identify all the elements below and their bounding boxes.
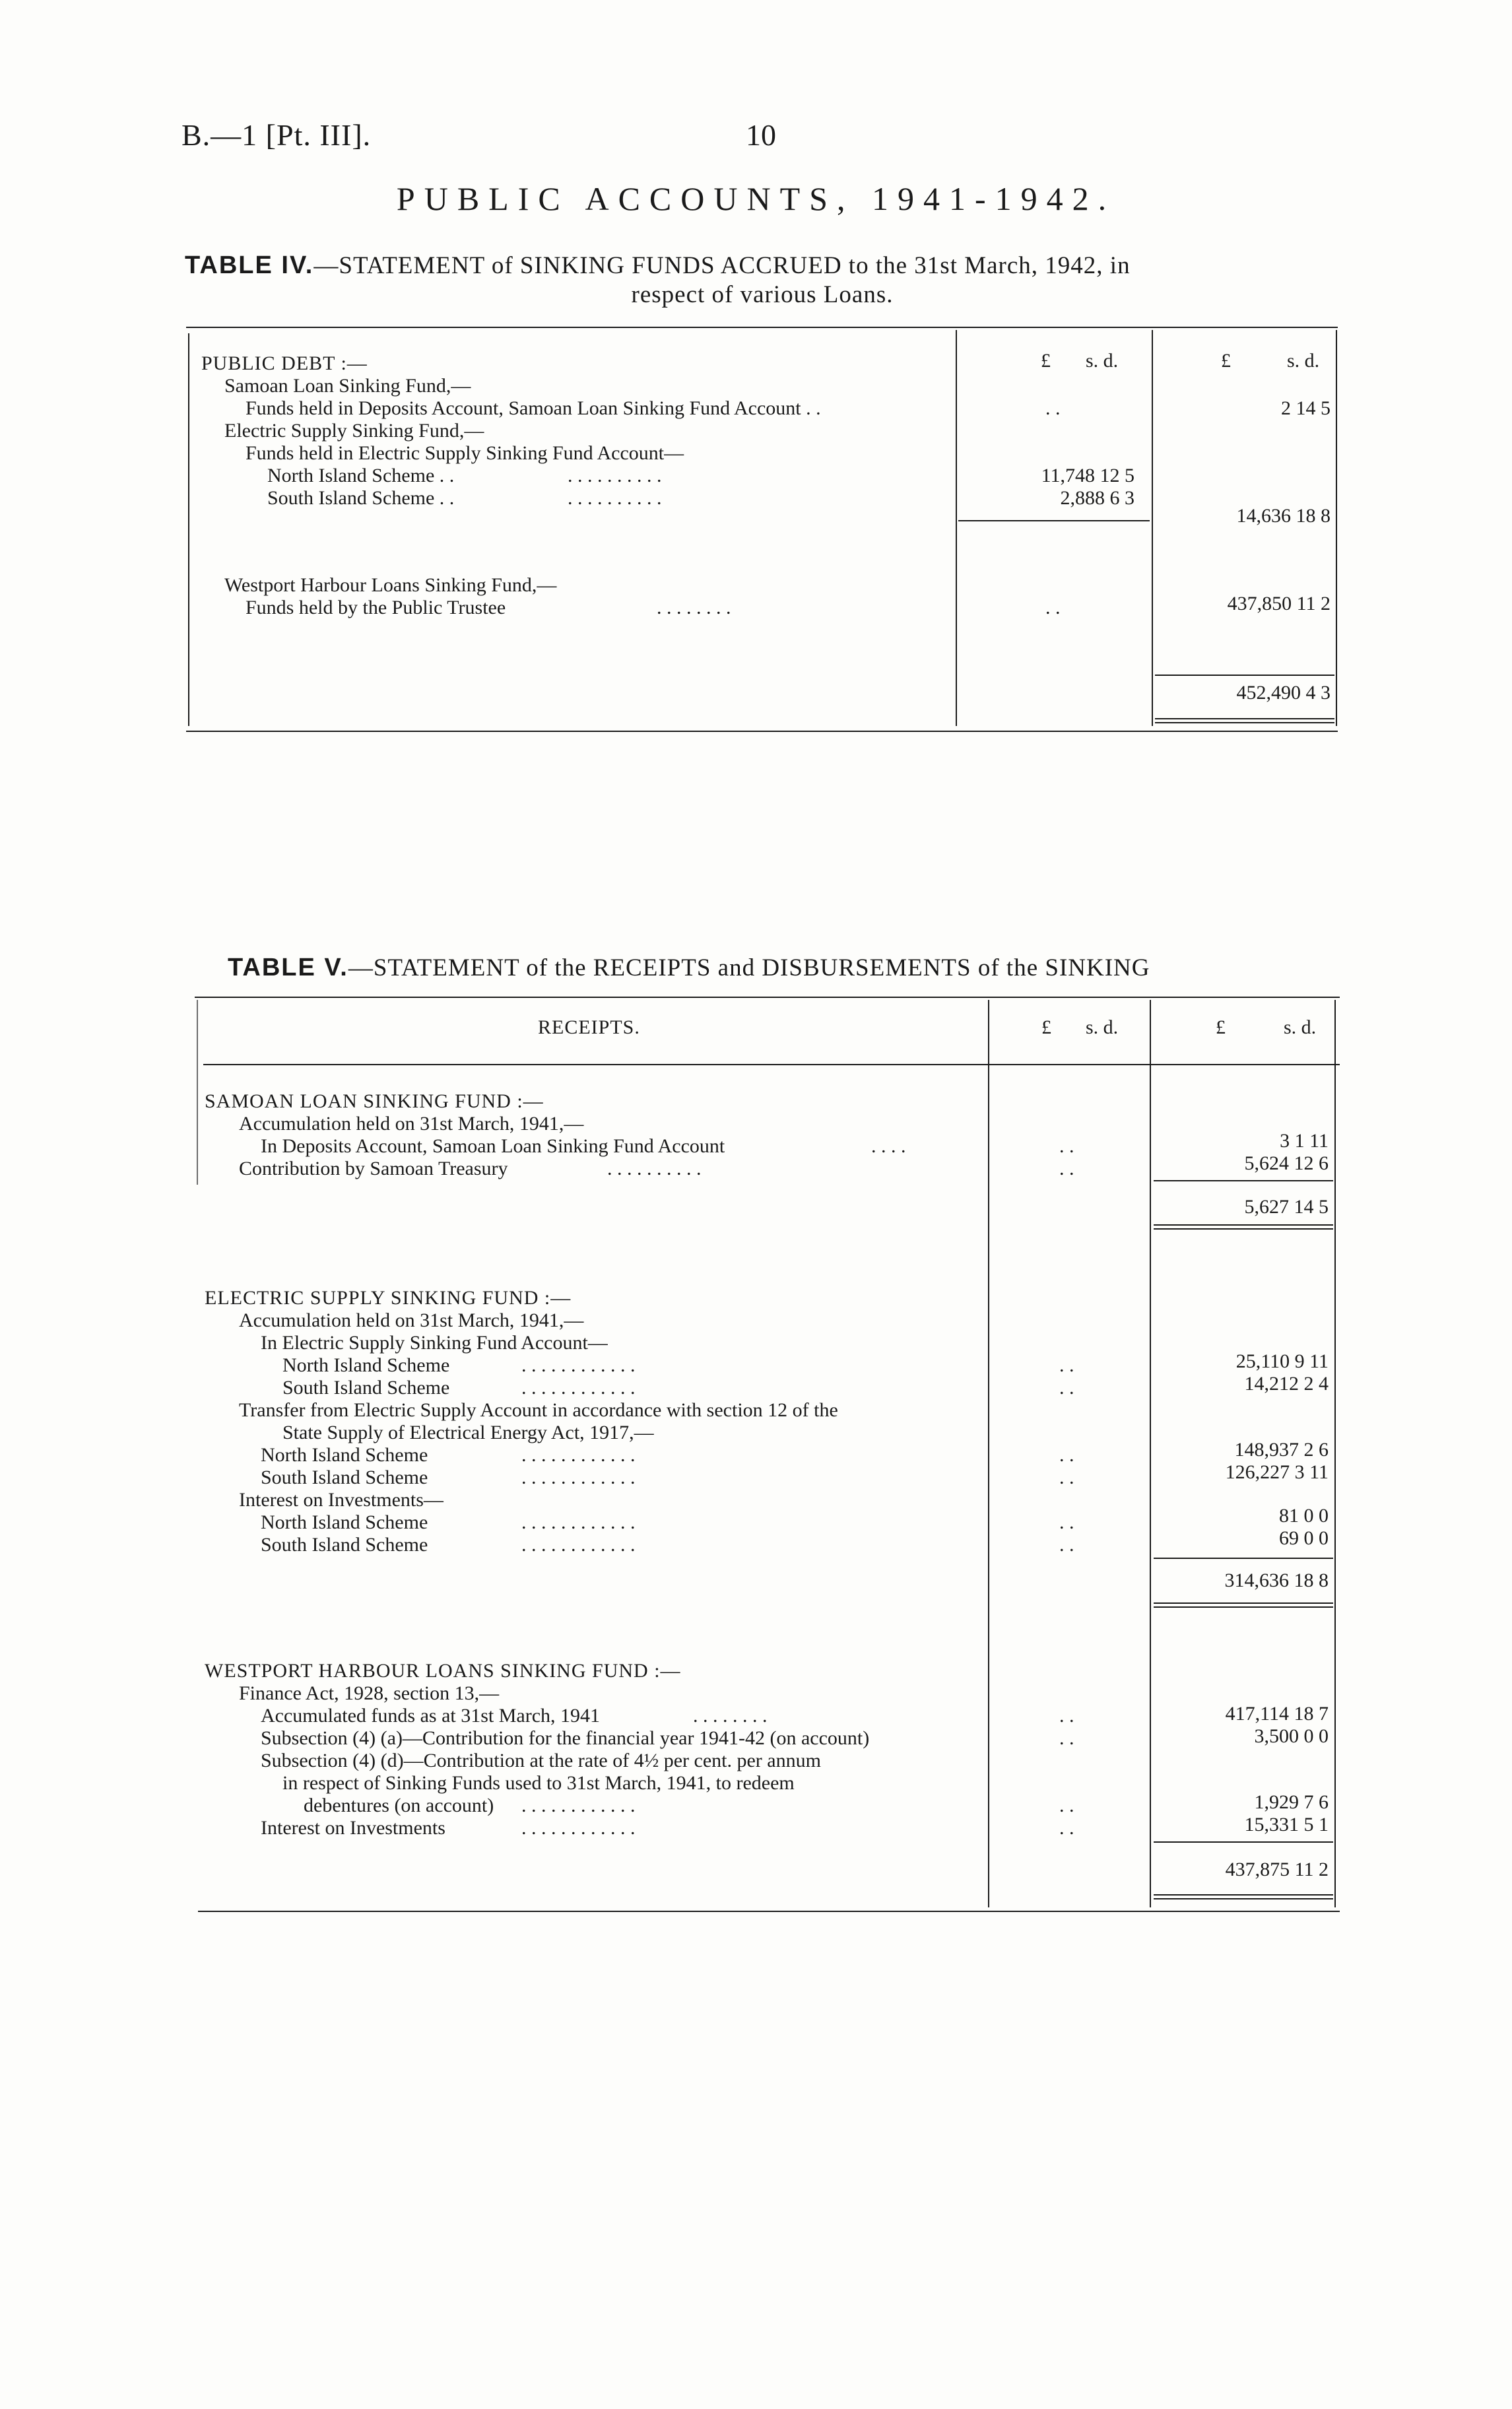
table4-left-border [188, 333, 189, 726]
table4-north-label: North Island Scheme . . [267, 465, 455, 486]
electric-in-account: In Electric Supply Sinking Fund Account— [261, 1332, 608, 1354]
electric-south3-dots: . . . . . . . . . . . . [521, 1534, 636, 1556]
westport-interest-dots: . . . . . . . . . . . . [521, 1817, 636, 1839]
table4-samoan-total: 2 14 5 [1281, 397, 1331, 419]
table4-public-debt-heading: PUBLIC DEBT :— [201, 352, 368, 374]
westport-accumulated-value: 417,114 18 7 [1225, 1703, 1329, 1725]
electric-transfer-line1: Transfer from Electric Supply Account in accordance with section 12 of the [239, 1399, 838, 1421]
samoan-total-rule-under2 [1154, 1228, 1333, 1230]
samoan-accum: Accumulation held on 31st March, 1941,— [239, 1113, 584, 1135]
westport-interest-value: 15,331 5 1 [1244, 1814, 1329, 1835]
electric-heading: ELECTRIC SUPPLY SINKING FUND :— [205, 1287, 572, 1309]
table4-title-line1: —STATEMENT of SINKING FUNDS ACCRUED to the 31st March, 1942, in [313, 252, 1131, 279]
westport-accumulated-dots: . . . . . . . . [693, 1705, 768, 1727]
electric-south3-mid: . . [1059, 1534, 1074, 1556]
table4-samoan-fund: Samoan Loan Sinking Fund,— [224, 375, 471, 397]
westport-sub-a-value: 3,500 0 0 [1254, 1725, 1329, 1747]
electric-south1-value: 14,212 2 4 [1244, 1373, 1329, 1395]
page-reference: B.—1 [Pt. III]. [181, 118, 372, 152]
table5-title [228, 953, 1343, 983]
table4-col-divider-1 [956, 330, 957, 726]
table5-bottom-rule [198, 1911, 1340, 1912]
samoan-deposits-mid: . . [1059, 1135, 1074, 1157]
table4-south-label: South Island Scheme . . [267, 487, 455, 509]
westport-accumulated-mid: . . [1059, 1705, 1074, 1727]
table4-top-rule [186, 327, 1338, 328]
westport-sub-d-line1: Subsection (4) (d)—Contribution at the rate of 4½ per cent. per annum [261, 1750, 821, 1771]
samoan-total-rule-top [1154, 1180, 1333, 1181]
samoan-contribution: Contribution by Samoan Treasury [239, 1158, 508, 1179]
table4-col-pounds-1: £ [1041, 350, 1051, 372]
table4-subtotal-rule [958, 520, 1150, 521]
electric-south2: South Island Scheme [261, 1467, 428, 1488]
samoan-deposits-dots: . . . . [871, 1135, 906, 1157]
electric-south1: South Island Scheme [282, 1377, 450, 1399]
westport-accumulated: Accumulated funds as at 31st March, 1941 [261, 1705, 601, 1727]
table5-right-border [1334, 1000, 1336, 1907]
table4-westport-total: 437,850 11 2 [1227, 593, 1331, 614]
electric-south2-dots: . . . . . . . . . . . . [521, 1467, 636, 1488]
samoan-heading: SAMOAN LOAN SINKING FUND :— [205, 1090, 544, 1112]
table4-north-dots: . . . . . . . . . . [568, 465, 662, 486]
table4-col-pounds-2: £ [1221, 350, 1231, 372]
table4-electric-held: Funds held in Electric Supply Sinking Fund Account— [246, 442, 684, 464]
table4-electric-total: 14,636 18 8 [1236, 505, 1331, 527]
table4-electric-fund: Electric Supply Sinking Fund,— [224, 420, 484, 442]
electric-south3-value: 69 0 0 [1279, 1527, 1329, 1549]
table4-title [185, 251, 1340, 310]
westport-sub-d-line3: debentures (on account) [304, 1795, 494, 1816]
westport-sub-d-dots: . . . . . . . . . . . . [521, 1795, 636, 1816]
westport-finance-act: Finance Act, 1928, section 13,— [239, 1682, 500, 1704]
samoan-contribution-mid: . . [1059, 1158, 1074, 1179]
electric-north2-value: 148,937 2 6 [1234, 1439, 1329, 1461]
table4-bottom-rule [186, 731, 1338, 732]
table5-title-text: —STATEMENT of the RECEIPTS and DISBURSEMENTS of the SINKING [348, 954, 1150, 981]
table4-south-value: 2,888 6 3 [1060, 487, 1134, 509]
electric-north2-dots: . . . . . . . . . . . . [521, 1444, 636, 1466]
electric-transfer-line2: State Supply of Electrical Energy Act, 1917,— [282, 1422, 654, 1443]
electric-total-rule-under1 [1154, 1602, 1333, 1604]
electric-north3-dots: . . . . . . . . . . . . [521, 1511, 636, 1533]
table4-grand-total: 452,490 4 3 [1236, 682, 1331, 704]
electric-south3: South Island Scheme [261, 1534, 428, 1556]
table5-top-rule [195, 997, 1340, 998]
samoan-deposits: In Deposits Account, Samoan Loan Sinking Fund Account [261, 1135, 725, 1157]
electric-north2-mid: . . [1059, 1444, 1074, 1466]
electric-south2-mid: . . [1059, 1467, 1074, 1488]
table4-westport-held: Funds held by the Public Trustee [246, 597, 506, 618]
table5-col-divider-1 [988, 1000, 989, 1907]
samoan-contribution-value: 5,624 12 6 [1244, 1152, 1329, 1174]
table4-col-divider-2 [1152, 330, 1153, 726]
table4-right-border [1336, 330, 1337, 726]
table4-westport-dots: . . . . . . . . [657, 597, 731, 618]
table4-label: TABLE IV. [185, 251, 314, 279]
electric-total-rule-top [1154, 1558, 1333, 1559]
table4-title-line2: respect of various Loans. [631, 281, 894, 308]
westport-interest-mid: . . [1059, 1817, 1074, 1839]
table4-westport-mid-dots: . . [1045, 597, 1061, 618]
westport-sub-d-line2: in respect of Sinking Funds used to 31st March, 1941, to redeem [282, 1772, 795, 1794]
table4-total-rule-under1 [1155, 718, 1334, 719]
table5-col-pounds-2: £ [1216, 1016, 1226, 1038]
table5-receipts-header: RECEIPTS. [538, 1016, 640, 1038]
electric-accum: Accumulation held on 31st March, 1941,— [239, 1309, 584, 1331]
electric-north1: North Island Scheme [282, 1354, 450, 1376]
table5-left-border [197, 1000, 198, 1185]
table4-westport-fund: Westport Harbour Loans Sinking Fund,— [224, 574, 557, 596]
electric-north2: North Island Scheme [261, 1444, 428, 1466]
westport-total: 437,875 11 2 [1225, 1859, 1329, 1880]
samoan-total-rule-under1 [1154, 1224, 1333, 1226]
westport-sub-d-value: 1,929 7 6 [1254, 1791, 1329, 1813]
westport-interest: Interest on Investments [261, 1817, 445, 1839]
electric-north1-value: 25,110 9 11 [1235, 1350, 1329, 1372]
electric-total-rule-under2 [1154, 1606, 1333, 1608]
table4-col-sd-2: s. d. [1287, 350, 1320, 372]
westport-sub-a: Subsection (4) (a)—Contribution for the financial year 1941-42 (on account) [261, 1727, 870, 1749]
westport-total-rule-under2 [1154, 1898, 1333, 1899]
electric-south2-value: 126,227 3 11 [1225, 1461, 1329, 1483]
table5-col-divider-2 [1150, 1000, 1151, 1907]
samoan-total: 5,627 14 5 [1244, 1196, 1329, 1218]
table4-samoan-held: Funds held in Deposits Account, Samoan Loan Sinking Fund Account . . [246, 397, 821, 419]
electric-total: 314,636 18 8 [1224, 1569, 1329, 1591]
table4-samoan-mid-dots: . . [1045, 397, 1061, 419]
table5-col-pounds-1: £ [1041, 1016, 1051, 1038]
electric-north1-dots: . . . . . . . . . . . . [521, 1354, 636, 1376]
table4-north-value: 11,748 12 5 [1041, 465, 1134, 486]
samoan-deposits-value: 3 1 11 [1280, 1130, 1329, 1152]
westport-sub-a-mid: . . [1059, 1727, 1074, 1749]
electric-north1-mid: . . [1059, 1354, 1074, 1376]
electric-north3: North Island Scheme [261, 1511, 428, 1533]
westport-total-rule-top [1154, 1841, 1333, 1843]
table4-total-rule-under2 [1155, 722, 1334, 723]
table5-col-sd-1: s. d. [1086, 1016, 1119, 1038]
table4-south-dots: . . . . . . . . . . [568, 487, 662, 509]
electric-south1-mid: . . [1059, 1377, 1074, 1399]
electric-north3-value: 81 0 0 [1279, 1505, 1329, 1527]
table5-col-sd-2: s. d. [1284, 1016, 1317, 1038]
electric-south1-dots: . . . . . . . . . . . . [521, 1377, 636, 1399]
westport-heading: WESTPORT HARBOUR LOANS SINKING FUND :— [205, 1660, 681, 1682]
westport-sub-d-mid: . . [1059, 1795, 1074, 1816]
page-number: 10 [746, 118, 776, 152]
electric-interest: Interest on Investments— [239, 1489, 444, 1511]
table5-label: TABLE V. [228, 954, 348, 981]
table5-header-rule [203, 1064, 1340, 1065]
table4-col-sd-1: s. d. [1086, 350, 1119, 372]
page-title: PUBLIC ACCOUNTS, 1941-1942. [396, 180, 1116, 217]
electric-north3-mid: . . [1059, 1511, 1074, 1533]
table4-total-rule-top [1155, 675, 1334, 676]
samoan-contribution-dots: . . . . . . . . . . [607, 1158, 702, 1179]
westport-total-rule-under1 [1154, 1894, 1333, 1896]
